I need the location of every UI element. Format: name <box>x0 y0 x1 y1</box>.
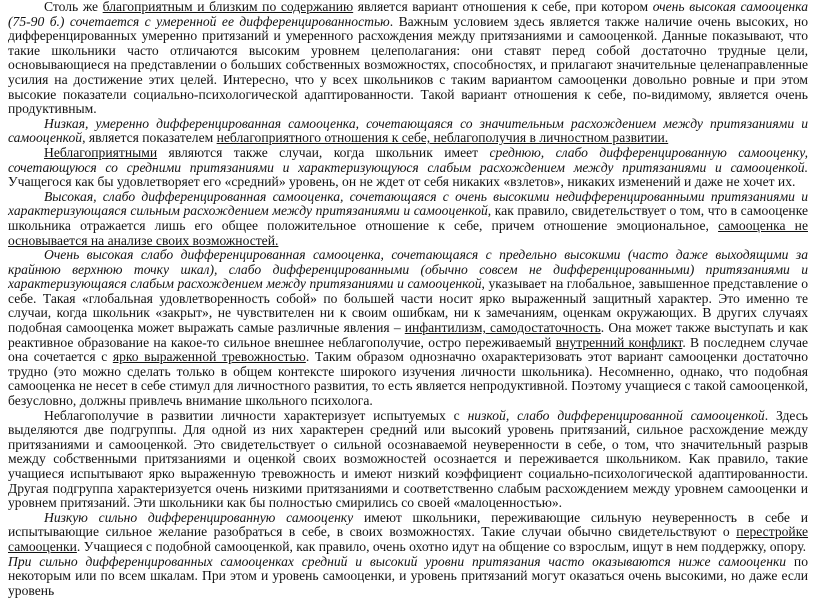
underlined-phrase: Неблагоприятными <box>44 144 158 160</box>
text-run: . Таким образом однозначно охарактеризовать этот вариант самооценки достаточно трудно (это можно сделать только в общем контексте широкого изучения личности школьника). Несомненно, однако, что подобная самооценка не несет в себе стимул для личностного развития, то есть является непродуктивной. Поэтому учащиеся с такой самооценкой, безусловно, должны привлечь внимание школьного психолога. <box>8 349 808 409</box>
text-run: , как правило, свидетельствует о том, что в самооценке школьника отражается лишь его общее положительное отношение к себе, причем отношение эмоциональное, <box>8 203 808 233</box>
underlined-phrase: перестройке самооценки <box>8 524 808 554</box>
text-run: Неблагополучие в развитии личности характеризует испытуемых с <box>44 407 468 423</box>
paragraph <box>8 0 808 117</box>
text-run: . Учащиеся с подобной самооценкой, как правило, очень охотно идут на общение со взрослым, ищут в нем поддержку, опору. <box>76 538 807 554</box>
italic-phrase: низкой, слабо дифференцированной самооценкой <box>467 407 765 423</box>
text-run: Учащегося как бы удовлетворяет его «средний» уровень, он не ждет от себя никаких «взлетов», никаких изменений и даже не хочет их. <box>8 174 796 190</box>
text-run: Столь же <box>44 0 103 14</box>
text-run: . В последнем случае она сочетается с <box>8 334 809 365</box>
italic-phrase: Низкую сильно дифференцированную самооценку <box>44 509 354 525</box>
paragraph <box>8 146 808 190</box>
paragraph <box>8 117 808 146</box>
italic-phrase: Очень высокая слабо дифференцированная самооценка, сочетающаяся с предельно высокими (часто даже выходящими за крайнюю верхнюю точку шкал), слабо дифференцированными (обычно совсем не дифференцированными) притязаниями и характеризующаяся слабым расхождением между притязаниями и самооценкой <box>8 247 808 292</box>
italic-phrase: При сильно дифференцированных самооценках средний и высокий уровни притязания часто оказываются ниже самооценки <box>8 553 787 569</box>
underlined-phrase: благоприятным и близким по содержанию <box>102 0 354 14</box>
underlined-phrase: неблагоприятного отношения к себе, неблагополучия в личностном развитии. <box>216 130 669 146</box>
underlined-phrase: самооценка не основывается на анализе своих возможностей. <box>8 217 808 248</box>
paragraph <box>8 409 808 511</box>
text-run: . Здесь выделяются две подгруппы. Для одной из них характерен средний или высокий уровень притязаний, сильное расхождение между притязаниями и самооценкой. Это свидетельствует о сильной осознаваемой неуверенности в себе, о том, что значительный разрыв между собственными притязаниями и оценкой своих возможностей осознается и переживается школьником. Как правило, такие учащиеся испытывают ярко выраженную тревожность и имеют низкий коэффициент социально-психологической адаптированности. Другая подгруппа характеризуется очень низкими притязаниями и соответственно слабым расхождением между уровнем самооценки и уровнем притязаний. Эти школьники как бы полностью смирились со своей «малоценностью». <box>8 407 808 511</box>
italic-phrase: очень высокая самооценка (75-90 б.) сочетается с умеренной ее дифференцированностью <box>8 0 808 29</box>
paragraph <box>8 190 808 248</box>
text-run: . Важным условием здесь является также наличие очень высоких, но дифференцированных умеренно притязаний и умеренного расхождения между притязаниями и самооценкой. Данные показывают, что такие школьники часто отличаются высоким уровнем целеполагания: они ставят перед собой достаточно трудные цели, основывающиеся на представлении о больших собственных возможностях, способностях, и прилагают значительные целенаправленные усилия на достижение этих целей. Интересно, что у всех школьников с таким вариантом самооценки довольно ровные и при этом высокие показатели социально-психологической адаптированности. Такой вариант отношения к себе, по-видимому, является очень продуктивным. <box>8 13 808 117</box>
paragraph <box>8 511 808 555</box>
italic-phrase: Низкая, умеренно дифференцированная самооценка, сочетающаяся со значительным расхождением между притязаниями и самооценкой <box>8 115 808 146</box>
italic-phrase: Высокая, слабо дифференцированная самооценка, сочетающаяся с очень высокими недифференцированными притязаниями и характеризующаяся сильным расхождением между притязаниями и самооценкой <box>8 188 808 219</box>
italic-phrase: среднюю, слабо дифференцированную самооценку, сочетающуюся со средними притязаниями и характеризующуюся слабым расхождением между притязаниями и самооценкой. <box>8 144 808 175</box>
underlined-phrase: ярко выраженной тревожностью <box>112 349 306 365</box>
text-run: имеют школьники, переживающие сильную неуверенность в себе и испытывающие сильное желание разобраться в себе, в своих возможностях. Такие случаи обычно свидетельствуют о <box>8 509 808 540</box>
paragraph <box>8 248 808 409</box>
text-run: по некоторым или по всем шкалам. При этом и уровень самооценки, и уровень притязаний могут оказаться очень высокими, но даже если уровень <box>8 553 808 598</box>
text-run: являются также случаи, когда школьник имеет <box>157 144 490 160</box>
underlined-phrase: инфантилизм, самодостаточность <box>404 320 601 336</box>
text-run: . Она может также выступать и как реактивное образование на какое-то сильное внешнее неблагополучие, остро переживаемый <box>8 320 808 350</box>
text-run: , является показателем <box>82 130 217 146</box>
paragraph <box>8 555 808 598</box>
underlined-phrase: внутренний конфликт <box>555 334 683 350</box>
text-run: , указывает на глобальное, завышенное представление о себе. Такая «глобальная удовлетворенность собой» по большей части носит ярко выраженный защитный характер. Это именно те случаи, когда школьник «закрыт», не чувствителен ни к своим ошибкам, ни к замечаниям, оценкам окружающих. В других случаях подобная самооценка может выражать самые различные явления – <box>8 276 809 336</box>
text-run: является вариант отношения к себе, при котором <box>353 0 653 14</box>
